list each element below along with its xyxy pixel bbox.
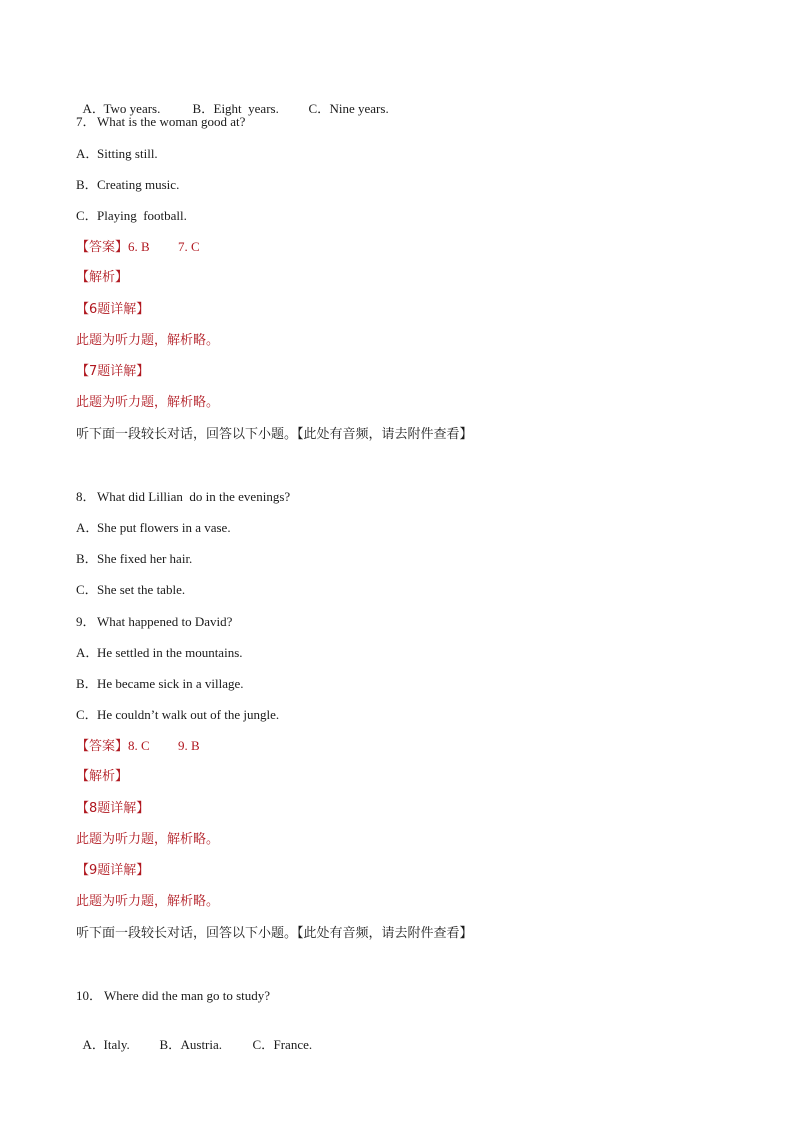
- detail-tag-9: 【9题详解】: [76, 863, 150, 878]
- detail-text-8: 此题为听力题，解析略。: [76, 832, 220, 847]
- q9-option-c: C．He couldn’t walk out of the jungle.: [76, 707, 280, 722]
- detail-tag-7: 【7题详解】: [76, 364, 150, 379]
- q9-option-b: B．He became sick in a village.: [76, 676, 244, 691]
- q7-option-c: C．Playing football.: [76, 208, 187, 223]
- detail-tag-8: 【8题详解】: [76, 801, 150, 816]
- detail-text-9: 此题为听力题，解析略。: [76, 894, 220, 909]
- q10-option-b: B．Austria.: [159, 1037, 223, 1052]
- q8-option-c: C．She set the table.: [76, 582, 186, 597]
- detail-tag-6: 【6题详解】: [76, 302, 150, 317]
- q8-option-a: A．She put flowers in a vase.: [76, 520, 231, 535]
- q10-question: 10． Where did the man go to study?: [76, 988, 271, 1003]
- listening-instruction-2: 听下面一段较长对话，回答以下小题。【此处有音频，请去附件查看】: [76, 926, 473, 941]
- q6-option-b: B．Eight years.: [192, 101, 279, 116]
- listening-instruction-1: 听下面一段较长对话，回答以下小题。【此处有音频，请去附件查看】: [76, 427, 473, 442]
- detail-text-7: 此题为听力题，解析略。: [76, 395, 220, 410]
- analysis-tag-2: 【解析】: [76, 769, 129, 784]
- q8-option-b: B．She fixed her hair.: [76, 551, 193, 566]
- analysis-tag-1: 【解析】: [76, 270, 129, 285]
- q9-question: 9．What happened to David?: [76, 614, 233, 629]
- q9-option-a: A．He settled in the mountains.: [76, 645, 243, 660]
- q10-options: [76, 1018, 312, 1054]
- q7-option-a: A．Sitting still.: [76, 146, 158, 161]
- q6-option-c: C．Nine years.: [308, 101, 389, 116]
- q7-option-b: B．Creating music.: [76, 177, 180, 192]
- q10-option-c: C．France.: [252, 1037, 313, 1052]
- q7-question: 7．What is the woman good at?: [76, 114, 246, 129]
- q6-option-a: A．Two years.: [82, 101, 161, 116]
- detail-text-6: 此题为听力题，解析略。: [76, 333, 220, 348]
- q8-question: 8．What did Lillian do in the evenings?: [76, 489, 291, 504]
- q10-option-a: A．Italy.: [82, 1037, 130, 1052]
- answer-block-1: 【答案】6. B 7. C: [76, 239, 200, 255]
- answer-block-2: 【答案】8. C 9. B: [76, 738, 200, 754]
